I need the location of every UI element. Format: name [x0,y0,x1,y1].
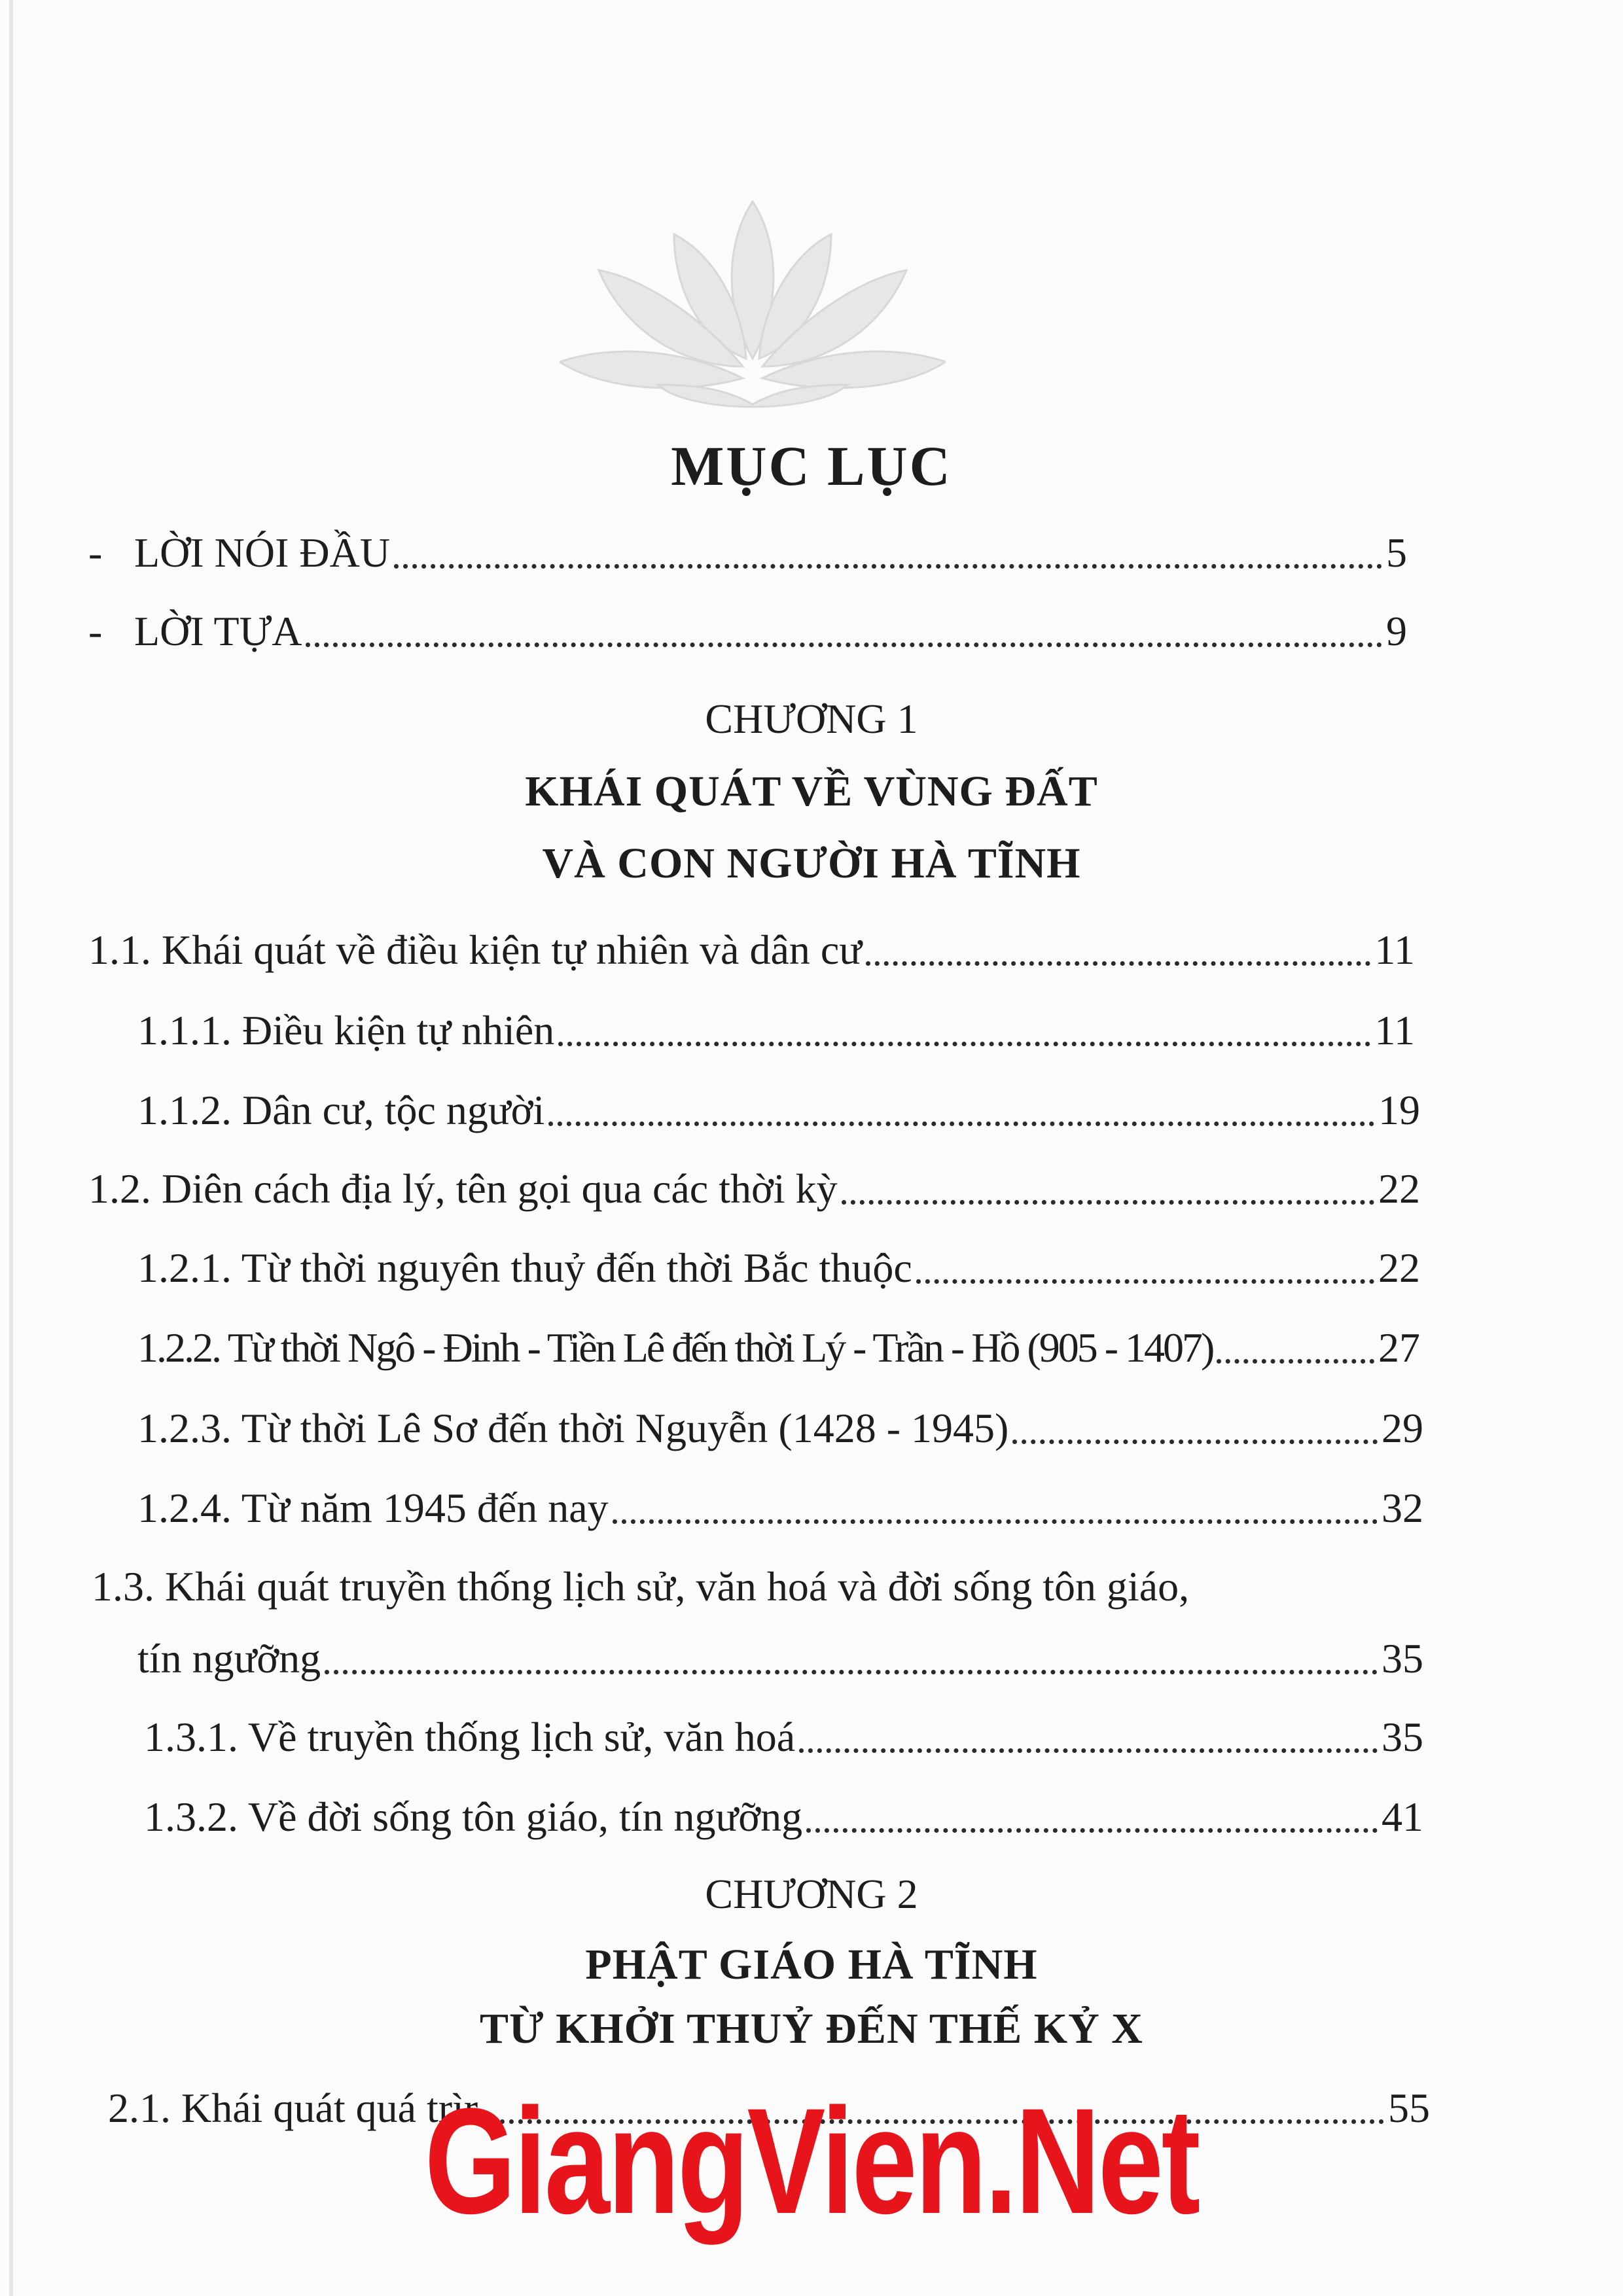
toc-entry-text: 1.2. Diên cách địa lý, tên gọi qua các thời kỳ [88,1165,838,1212]
dot-leader [1217,1359,1374,1364]
chapter-1-title-line2: VÀ CON NGƯỜI HÀ TĨNH [542,839,1081,887]
dot-leader [558,1042,1370,1046]
toc-entry-text: 1.2.1. Từ thời nguyên thuỷ đến thời Bắc thuộc [137,1245,912,1291]
dot-leader [1012,1439,1378,1444]
watermark: GiangVien.Net [424,2077,1199,2245]
toc-entry-foreword[interactable] [88,527,1407,579]
chapter-2-title-line2: TỪ KHỞI THUỶ ĐẾN THẾ KỶ X [480,2005,1143,2053]
toc-entry[interactable] [88,1163,1420,1215]
toc-page-number: 35 [1382,1635,1423,1682]
toc-page-number: 11 [1374,1007,1415,1053]
toc-page-number: 29 [1382,1405,1423,1451]
toc-page-number: 27 [1378,1324,1420,1371]
dot-leader [548,1122,1374,1126]
toc-entry[interactable] [144,1711,1423,1763]
lotus-icon [560,195,946,424]
toc-entry-text: 1.2.2. Từ thời Ngô - Đinh - Tiền Lê đến thời Lý - Trần - Hồ (905 - 1407) [137,1324,1213,1371]
chapter-1-label: CHƯƠNG 1 [705,696,918,742]
chapter-2-title-line1: PHẬT GIÁO HÀ TĨNH [585,1941,1038,1988]
list-dash: - [88,608,103,654]
toc-entry-text: 1.3.2. Về đời sống tôn giáo, tín ngưỡng [144,1793,803,1840]
toc-entry-preface[interactable] [88,605,1407,658]
toc-page-number: 9 [1386,608,1407,654]
dot-leader [394,564,1382,569]
dot-leader [306,643,1382,647]
toc-page-number: 5 [1386,529,1407,576]
toc-entry[interactable] [144,1791,1423,1843]
toc-page-number: 55 [1388,2085,1430,2131]
toc-page-number: 35 [1382,1714,1423,1760]
toc-page-number: 41 [1382,1793,1423,1840]
toc-page-number: 32 [1382,1485,1423,1531]
toc-entry-text: LỜI NÓI ĐẦU [134,529,391,576]
toc-entry-text: 1.1.2. Dân cư, tộc người [137,1087,545,1133]
toc-entry[interactable] [137,1242,1420,1294]
dot-leader [799,1748,1378,1753]
toc-entry-text: tín ngưỡng [137,1635,321,1682]
toc-page-number: 11 [1374,927,1415,973]
toc-page-number: 22 [1378,1245,1420,1291]
toc-entry[interactable] [137,1004,1415,1057]
toc-entry-text: 1.1. Khái quát về điều kiện tự nhiên và dân cư [88,927,862,973]
toc-entry[interactable] [137,1482,1423,1534]
toc-entry[interactable] [137,1633,1423,1685]
chapter-1-title-line1: KHÁI QUÁT VỀ VÙNG ĐẤT [525,768,1098,815]
toc-entry-text: 1.1.1. Điều kiện tự nhiên [137,1007,555,1053]
dot-leader [325,1670,1378,1674]
toc-entry-text-line1: 1.3. Khái quát truyền thống lịch sử, văn hoá và đời sống tôn giáo, [92,1563,1190,1610]
list-dash: - [88,529,103,576]
chapter-2-label: CHƯƠNG 2 [705,1871,918,1917]
dot-leader [916,1279,1374,1284]
page-title: MỤC LỤC [671,434,952,497]
toc-entry[interactable] [137,1322,1420,1374]
toc-entry-text: 1.2.4. Từ năm 1945 đến nay [137,1485,609,1531]
toc-entry-text: 1.3.1. Về truyền thống lịch sử, văn hoá [144,1714,796,1760]
toc-page-number: 22 [1378,1165,1420,1212]
dot-leader [613,1519,1378,1524]
toc-entry[interactable] [137,1402,1423,1455]
dot-leader [806,1828,1378,1833]
dot-leader [866,961,1370,966]
toc-entry-text: 2.1. Khái quát quá trìr [108,2085,478,2131]
toc-entry[interactable] [88,924,1415,976]
toc-entry[interactable] [137,1084,1420,1137]
dot-leader [842,1200,1374,1205]
toc-entry-text: LỜI TỰA [134,608,302,654]
toc-page-number: 19 [1378,1087,1420,1133]
toc-entry-text: 1.2.3. Từ thời Lê Sơ đến thời Nguyễn (1428 - 1945) [137,1405,1009,1451]
